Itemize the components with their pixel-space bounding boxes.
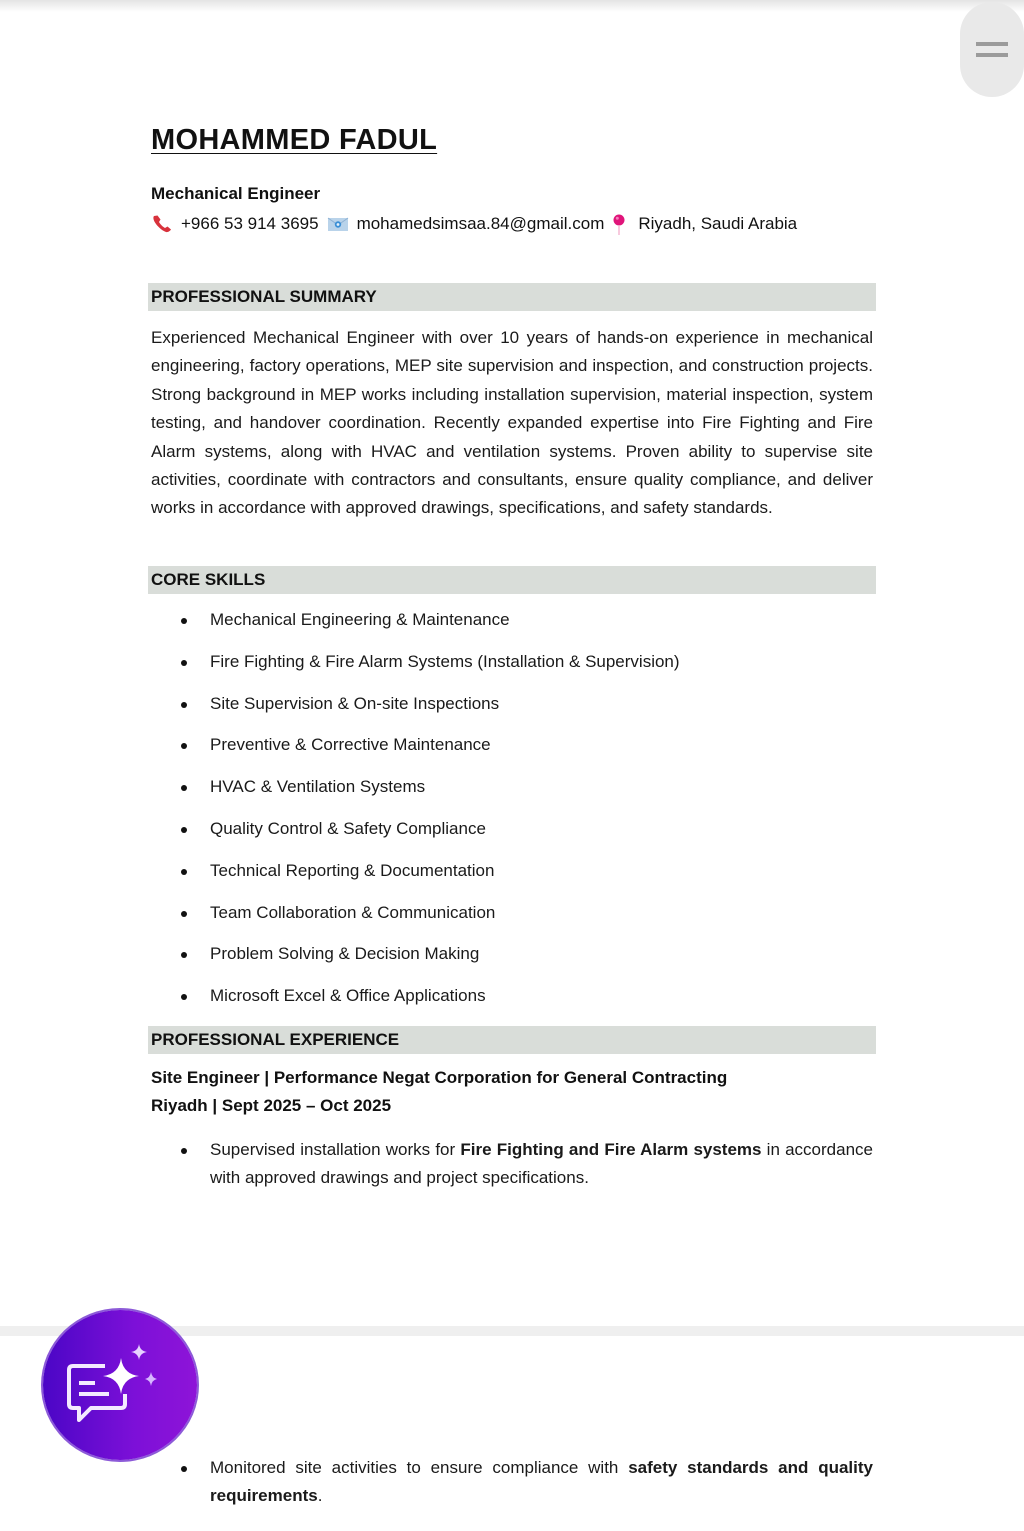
- skill-item: Technical Reporting & Documentation: [151, 857, 873, 899]
- skill-item: Site Supervision & On-site Inspections: [151, 690, 873, 732]
- job-location-dates: Riyadh | Sept 2025 – Oct 2025: [151, 1096, 392, 1115]
- skill-item: Mechanical Engineering & Maintenance: [151, 606, 873, 648]
- skill-item: HVAC & Ventilation Systems: [151, 773, 873, 815]
- job-title: Site Engineer | Performance Negat Corporation for General Contracting: [151, 1068, 728, 1087]
- scroll-handle[interactable]: [960, 2, 1024, 97]
- section-header-experience: PROFESSIONAL EXPERIENCE: [148, 1026, 876, 1054]
- bullet-icon: [181, 827, 187, 833]
- bullet-icon: [181, 660, 187, 666]
- summary-text: Experienced Mechanical Engineer with over 10 years of hands-on experience in mechanical engineering, factory operations, MEP site supervision and inspection, and construction projects. Strong background in MEP works including installation supervision, material inspection, system testing, and handover coordination. Recently expanded expertise into Fire Fighting and Fire Alarm systems, along with HVAC and ventilation systems. Proven ability to supervise site activities, coordinate with contractors and consultants, ensure quality compliance, and deliver works in accordance with approved drawings, specifications, and safety standards.: [151, 328, 873, 518]
- section-header-summary: PROFESSIONAL SUMMARY: [148, 283, 876, 311]
- map-pin-icon: [612, 214, 630, 234]
- experience-bullet: Monitored site activities to ensure compliance with safety standards and quality requirements.: [151, 1454, 873, 1511]
- drag-handle-icon: [976, 42, 1008, 46]
- bullet-icon: [181, 952, 187, 958]
- email-address: mohamedsimsaa.84@gmail.com: [356, 214, 605, 233]
- bullet-icon: [181, 994, 187, 1000]
- experience-bullet: Supervised installation works for Fire Fighting and Fire Alarm systems in accordance with approved drawings and project specifications.: [151, 1136, 873, 1193]
- ai-chat-sparkle-icon: [65, 1338, 177, 1434]
- location: Riyadh, Saudi Arabia: [638, 214, 798, 233]
- phone-icon: [151, 214, 173, 234]
- bullet-icon: [181, 869, 187, 875]
- skill-item: Microsoft Excel & Office Applications: [151, 982, 873, 1024]
- bullet-icon: [181, 702, 187, 708]
- skill-item: Preventive & Corrective Maintenance: [151, 731, 873, 773]
- bullet-icon: [181, 618, 187, 624]
- skill-item: Quality Control & Safety Compliance: [151, 815, 873, 857]
- ai-assistant-button[interactable]: [43, 1310, 197, 1460]
- bullet-icon: [181, 1148, 187, 1154]
- skill-item: Fire Fighting & Fire Alarm Systems (Installation & Supervision): [151, 648, 873, 690]
- top-edge-shadow: [0, 0, 1024, 12]
- bullet-icon: [181, 1466, 187, 1472]
- skill-item: Problem Solving & Decision Making: [151, 940, 873, 982]
- contact-line: [151, 214, 805, 234]
- bullet-icon: [181, 911, 187, 917]
- drag-handle-icon: [976, 53, 1008, 57]
- skills-list: [151, 606, 873, 1024]
- envelope-icon: [327, 214, 349, 234]
- section-header-skills: CORE SKILLS: [148, 566, 876, 594]
- bullet-icon: [181, 743, 187, 749]
- phone-number: +966 53 914 3695: [181, 214, 319, 233]
- resume-name: MOHAMMED FADUL: [151, 124, 438, 156]
- skill-item: Team Collaboration & Communication: [151, 899, 873, 941]
- resume-role: Mechanical Engineer: [151, 184, 321, 203]
- bullet-icon: [181, 785, 187, 791]
